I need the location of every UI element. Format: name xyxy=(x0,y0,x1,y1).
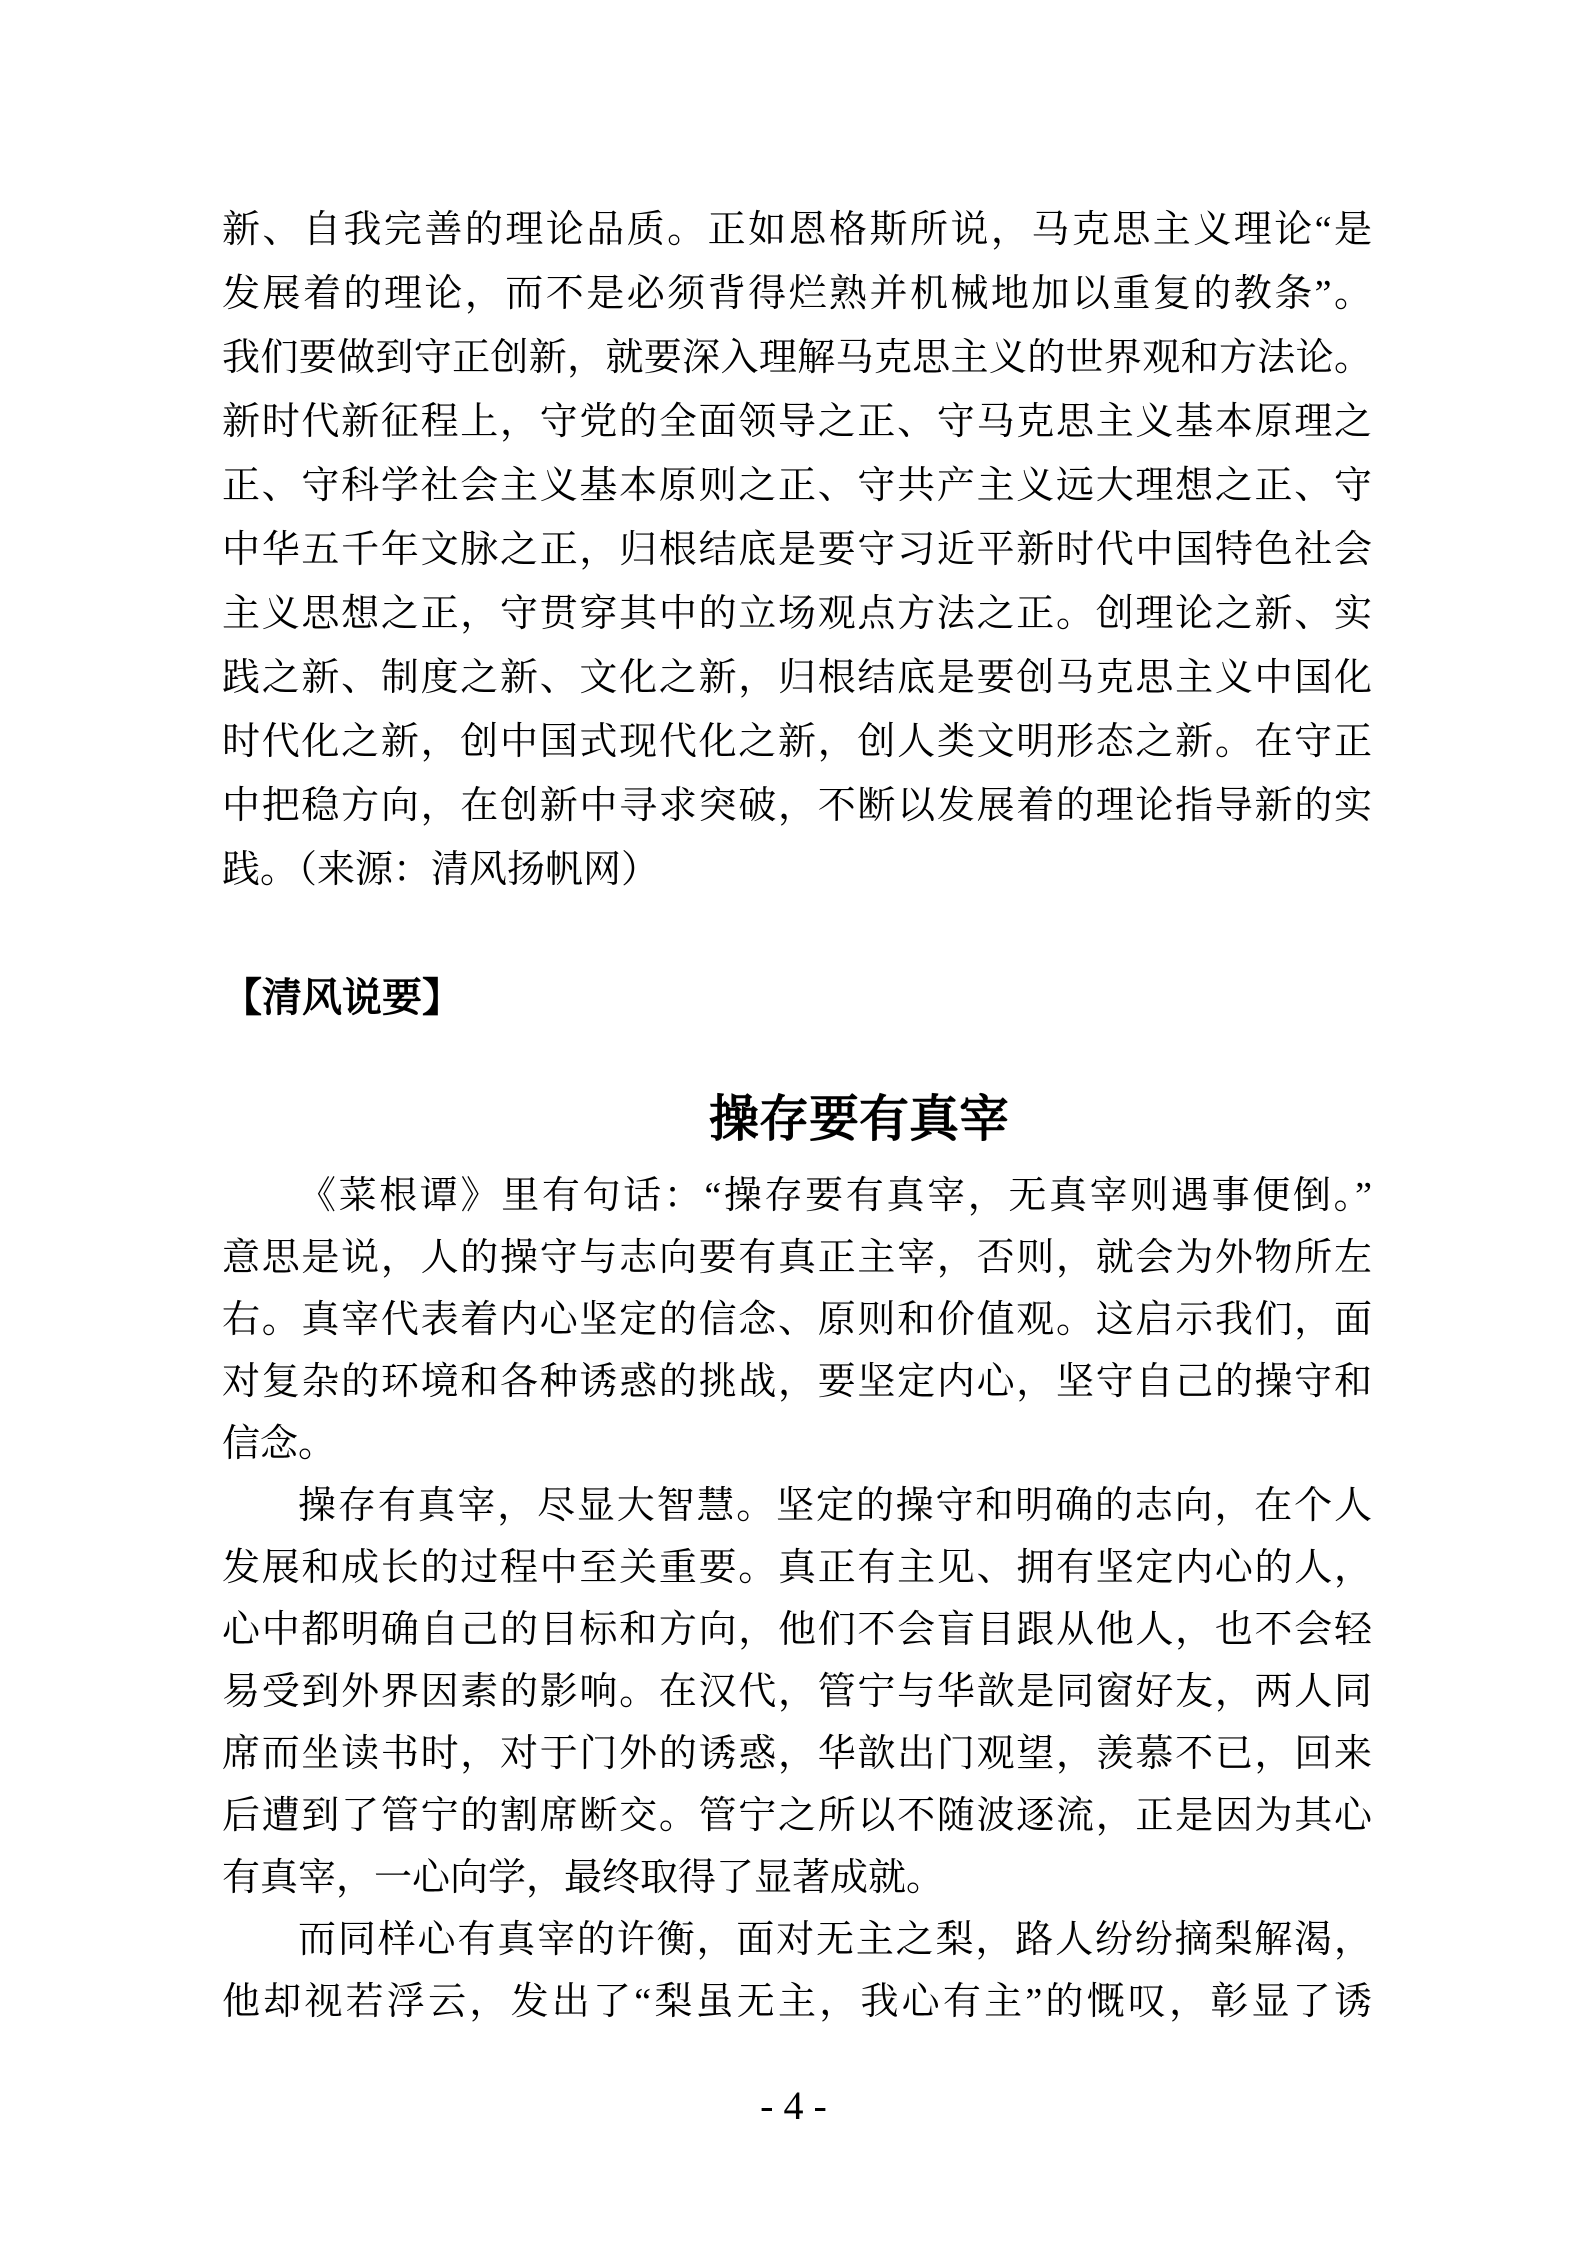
text-line: 我们要做到守正创新，就要深入理解马克思主义的世界观和方法论。 xyxy=(222,337,1372,379)
text-line: 席而坐读书时，对于门外的诱惑，华歆出门观望，羡慕不已，回来 xyxy=(222,1733,1372,1775)
article-paragraph xyxy=(222,1475,1372,1909)
lead-paragraph xyxy=(222,198,1372,902)
text-line: 时代化之新，创中国式现代化之新，创人类文明形态之新。在守正 xyxy=(222,721,1372,763)
article-title: 操存要有真宰 xyxy=(709,1091,1009,1147)
text-line: 而同样心有真宰的许衡，面对无主之梨，路人纷纷摘梨解渴， xyxy=(298,1919,1372,1961)
text-line: 践之新、制度之新、文化之新，归根结底是要创马克思主义中国化 xyxy=(222,657,1372,699)
text-line: 《菜根谭》里有句话：“操存要有真宰，无真宰则遇事便倒。” xyxy=(298,1175,1372,1217)
text-line: 正、守科学社会主义基本原则之正、守共产主义远大理想之正、守 xyxy=(222,465,1372,507)
text-line: 意思是说，人的操守与志向要有真正主宰，否则，就会为外物所左 xyxy=(222,1237,1372,1279)
text-line: 有真宰，一心向学，最终取得了显著成就。 xyxy=(222,1857,945,1899)
text-line: 信念。 xyxy=(222,1423,337,1465)
text-line: 中把稳方向，在创新中寻求突破，不断以发展着的理论指导新的实 xyxy=(222,785,1372,827)
page-number: - 4 - xyxy=(760,2083,827,2128)
text-line: 心中都明确自己的目标和方向，他们不会盲目跟从他人，也不会轻 xyxy=(222,1609,1372,1651)
text-line: 后遭到了管宁的割席断交。管宁之所以不随波逐流，正是因为其心 xyxy=(222,1795,1372,1837)
text-line: 易受到外界因素的影响。在汉代，管宁与华歆是同窗好友，两人同 xyxy=(222,1671,1372,1713)
text-line: 践。（来源：清风扬帆网） xyxy=(222,849,660,891)
text-line: 发展和成长的过程中至关重要。真正有主见、拥有坚定内心的人， xyxy=(222,1547,1372,1589)
text-line: 操存有真宰，尽显大智慧。坚定的操守和明确的志向，在个人 xyxy=(298,1485,1372,1527)
article-body xyxy=(222,1165,1372,2033)
text-line: 发展着的理论，而不是必须背得烂熟并机械地加以重复的教条”。 xyxy=(222,273,1372,315)
text-line: 新时代新征程上，守党的全面领导之正、守马克思主义基本原理之 xyxy=(222,401,1372,443)
text-line: 右。真宰代表着内心坚定的信念、原则和价值观。这启示我们，面 xyxy=(222,1299,1372,1341)
text-line: 新、自我完善的理论品质。正如恩格斯所说，马克思主义理论“是 xyxy=(222,209,1372,251)
text-line: 主义思想之正，守贯穿其中的立场观点方法之正。创理论之新、实 xyxy=(222,593,1372,635)
text-line: 他却视若浮云，发出了“梨虽无主，我心有主”的慨叹，彰显了诱 xyxy=(222,1981,1372,2023)
text-line: 中华五千年文脉之正，归根结底是要守习近平新时代中国特色社会 xyxy=(222,529,1372,571)
article-paragraph xyxy=(222,1165,1372,1475)
article-paragraph xyxy=(222,1909,1372,2033)
text-line: 对复杂的环境和各种诱惑的挑战，要坚定内心，坚守自己的操守和 xyxy=(222,1361,1372,1403)
section-header: 【清风说要】 xyxy=(222,975,462,1020)
